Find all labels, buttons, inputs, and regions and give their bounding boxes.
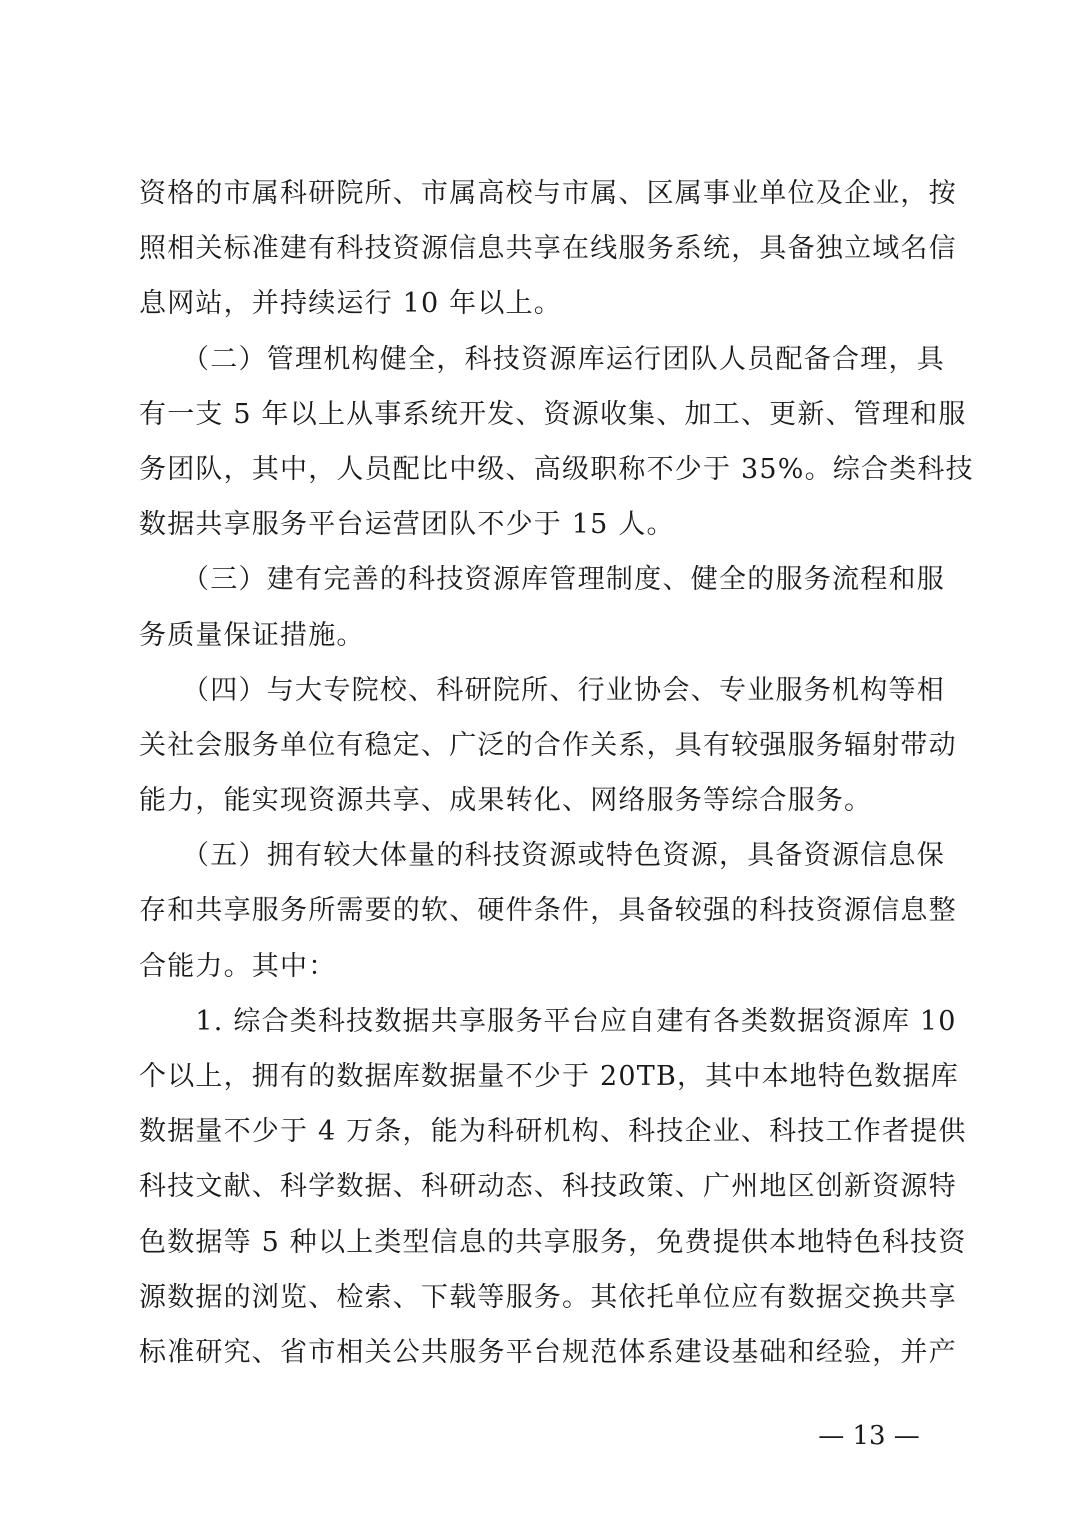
text-line: 科技文献、科学数据、科研动态、科技政策、广州地区创新资源特 xyxy=(139,1171,957,1203)
text-line: 个以上，拥有的数据库数据量不少于 20TB，其中本地特色数据库 xyxy=(139,1061,959,1092)
text-line: 照相关标准建有科技资源信息共享在线服务系统，具备独立域名信 xyxy=(139,233,957,265)
text-line: （五）拥有较大体量的科技资源或特色资源，具备资源信息保 xyxy=(139,840,945,872)
text-line: 色数据等 5 种以上类型信息的共享服务，免费提供本地特色科技资 xyxy=(139,1226,967,1258)
text-line: （二）管理机构健全，科技资源库运行团队人员配备合理，具 xyxy=(139,343,945,375)
text-line: 有一支 5 年以上从事系统开发、资源收集、加工、更新、管理和服 xyxy=(139,398,967,430)
text-line: 资格的市属科研院所、市属高校与市属、区属事业单位及企业，按 xyxy=(139,178,957,209)
text-line: 能力，能实现资源共享、成果转化、网络服务等综合服务。 xyxy=(139,785,873,817)
text-line: 合能力。其中： xyxy=(139,950,337,982)
text-line: 数据量不少于 4 万条，能为科研机构、科技企业、科技工作者提供 xyxy=(139,1116,967,1148)
text-line: 存和共享服务所需要的软、硬件条件，具备较强的科技资源信息整 xyxy=(139,895,957,927)
page-number: — 13 — xyxy=(818,1421,920,1451)
text-line: （四）与大专院校、科研院所、行业协会、专业服务机构等相 xyxy=(139,674,945,706)
text-line: 1. 综合类科技数据共享服务平台应自建有各类数据资源库 10 xyxy=(139,1005,957,1037)
text-line: 标准研究、省市相关公共服务平台规范体系建设基础和经验，并产 xyxy=(139,1336,957,1368)
text-line: 务质量保证措施。 xyxy=(139,619,365,651)
text-line: 务团队，其中，人员配比中级、高级职称不少于 35%。综合类科技 xyxy=(139,453,974,485)
text-line: 源数据的浏览、检索、下载等服务。其依托单位应有数据交换共享 xyxy=(139,1281,957,1313)
body-text xyxy=(139,166,974,1380)
text-line: 数据共享服务平台运营团队不少于 15 人。 xyxy=(139,509,675,541)
text-line: 息网站，并持续运行 10 年以上。 xyxy=(139,288,562,320)
text-line: （三）建有完善的科技资源库管理制度、健全的服务流程和服 xyxy=(139,564,945,596)
text-line: 关社会服务单位有稳定、广泛的合作关系，具有较强服务辐射带动 xyxy=(139,729,957,761)
